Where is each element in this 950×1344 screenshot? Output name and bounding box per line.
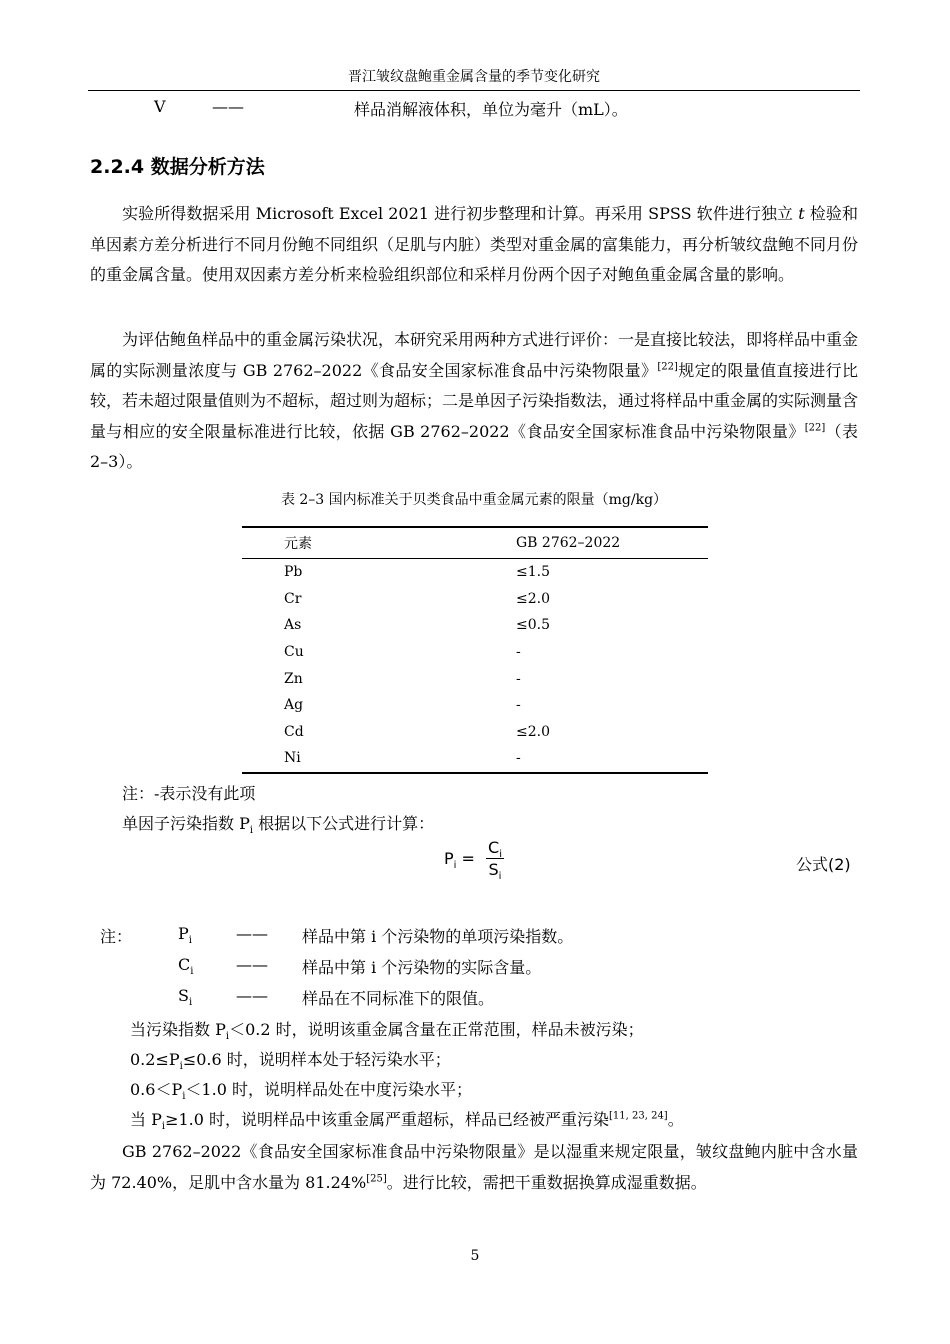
citation: [22]: [657, 361, 678, 373]
fraction-numerator: [486, 838, 504, 859]
table-row: [242, 559, 708, 586]
note-text: 样品中第 i 个污染物的单项污染指数。: [302, 927, 574, 946]
symbol-p: P: [178, 924, 189, 943]
limit-cell: -: [516, 697, 521, 714]
definition-dash: ——: [212, 97, 244, 116]
italic-t: t: [798, 204, 805, 223]
paragraph-text: 。进行比较，需把干重数据换算成湿重数据。: [386, 1172, 707, 1192]
level-text: 当污染指数 P: [130, 1020, 226, 1039]
citation: [25]: [366, 1173, 387, 1185]
symbol-p: P: [444, 849, 454, 868]
section-number: 2.2.4: [90, 156, 145, 178]
definition-symbol: V: [154, 97, 166, 116]
formula-pi: [444, 838, 504, 883]
level-text: 当 P: [130, 1110, 162, 1129]
level-text: 0.2≤P: [130, 1050, 180, 1069]
limit-cell: ≤0.5: [516, 617, 550, 634]
element-cell: As: [284, 617, 302, 634]
note-symbol: [178, 955, 194, 978]
table-row: [242, 719, 708, 746]
symbol-c: C: [178, 955, 191, 974]
subscript: i: [182, 1091, 186, 1103]
section-title: 数据分析方法: [150, 156, 265, 178]
level-text: 0.6＜P: [130, 1080, 183, 1099]
running-header: 晋江皱纹盘鲍重金属含量的季节变化研究: [348, 69, 600, 85]
table-row: [242, 692, 708, 719]
subscript: i: [498, 871, 502, 883]
paragraph-text: 为评估鲍鱼样品中的重金属污染状况，本研究采用两种方式进行评价：一是直接比较法，即将样品中重金属的实际测量浓度与 GB 2762–2022《食品安全国家标准食品中污染物限量》: [90, 330, 859, 380]
element-cell: Pb: [284, 564, 303, 581]
paragraph-text: 检验和单因素方差分析进行不同月份鲍不同组织（足肌与内脏）类型对重金属的富集能力，再分析皱纹盘鲍不同月份的重金属含量。使用双因素方差分析来检验组织部位和采样月份两个因子对鲍鱼重金属含量的影响。: [90, 204, 859, 284]
subscript: i: [188, 997, 193, 1009]
limit-cell: -: [516, 644, 521, 661]
table-row: [242, 612, 708, 639]
subscript: i: [190, 966, 194, 978]
table-header-row: [242, 527, 708, 559]
limit-table: [242, 526, 708, 774]
level-text: ≤0.6 时，说明样本处于轻污染水平；: [182, 1050, 451, 1069]
paragraph-wet-weight: [90, 1137, 858, 1198]
level-text: 。: [667, 1110, 684, 1129]
subscript: i: [179, 1061, 183, 1073]
note-text: 样品中第 i 个污染物的实际含量。: [302, 958, 542, 977]
symbol-s: S: [488, 860, 499, 879]
formula-equals: =: [456, 849, 481, 868]
symbol-s: S: [178, 986, 189, 1005]
citation: [11, 23, 24]: [609, 1110, 668, 1122]
formula-lhs: [444, 849, 457, 872]
pollution-level: [130, 1017, 644, 1043]
subscript: i: [453, 860, 457, 872]
limit-cell: -: [516, 670, 521, 687]
pollution-level: [130, 1077, 472, 1103]
element-cell: Ni: [284, 750, 301, 767]
table-note: 注：-表示没有此项: [122, 784, 256, 803]
element-cell: Cd: [284, 723, 304, 740]
formula-label: 公式(2): [796, 855, 851, 874]
pollution-level: [130, 1107, 684, 1133]
formula-intro: [122, 811, 435, 837]
formula-intro-text: 根据以下公式进行计算：: [253, 814, 435, 833]
note-dash: ——: [236, 924, 268, 943]
note-text: 样品在不同标准下的限值。: [302, 989, 495, 1008]
header-rule: [88, 90, 860, 91]
page-number: 5: [470, 1248, 480, 1264]
subscript: i: [161, 1121, 166, 1133]
column-header-standard: GB 2762–2022: [516, 535, 621, 551]
limit-cell: ≤2.0: [516, 590, 550, 607]
paragraph-text: 实验所得数据采用 Microsoft Excel 2021 进行初步整理和计算。再采用 SPSS 软件进行独立: [122, 204, 794, 223]
limit-cell: ≤1.5: [516, 564, 550, 581]
subscript: i: [225, 1031, 230, 1043]
symbol-c: C: [488, 838, 500, 857]
level-text: ＜1.0 时，说明样品处在中度污染水平；: [185, 1080, 472, 1099]
fraction-denominator: [487, 859, 504, 883]
note-symbol: [178, 986, 193, 1009]
subscript: i: [499, 849, 502, 861]
limit-cell: ≤2.0: [516, 723, 550, 740]
paragraph-text: 规定的限量值直接进行比较，若未超过限量值则为不超标，超过则为超标；二是单因子污染指数法，通过将样品中重金属的实际测量含量与相应的安全限量标准进行比较，依据 GB 2762–2022《食品安全国家标准食品中污染物限量》: [90, 360, 859, 441]
element-cell: Cr: [284, 590, 302, 607]
level-text: ≥1.0 时，说明样品中该重金属严重超标，样品已经被严重污染: [165, 1110, 610, 1129]
table-row: [242, 745, 708, 773]
element-cell: Cu: [284, 644, 304, 661]
table-caption: 表 2–3 国内标准关于贝类食品中重金属元素的限量（mg/kg）: [280, 492, 668, 508]
subscript: i: [188, 935, 192, 947]
paragraph-text: （表 2–3）。: [90, 421, 858, 471]
note-dash: ——: [236, 955, 268, 974]
paragraph-text: GB 2762–2022《食品安全国家标准食品中污染物限量》是以湿重来规定限量，皱纹盘鲍内脏中含水量为 72.40%，足肌中含水量为 81.24%: [90, 1142, 858, 1192]
pollution-level: [130, 1047, 451, 1073]
subscript: i: [249, 825, 254, 837]
table-row: [242, 586, 708, 613]
table-row: [242, 665, 708, 692]
paragraph-analysis: [90, 199, 858, 291]
note-symbol: [178, 924, 192, 947]
formula-fraction: [486, 838, 504, 883]
column-header-element: 元素: [284, 536, 312, 552]
section-heading: [90, 152, 265, 179]
note-dash: ——: [236, 986, 268, 1005]
level-text: ＜0.2 时，说明该重金属含量在正常范围，样品未被污染；: [229, 1020, 644, 1039]
citation: [22]: [804, 422, 826, 434]
paragraph-evaluation: [90, 325, 858, 478]
table-row: [242, 639, 708, 666]
definition-text: 样品消解液体积，单位为毫升（mL）。: [354, 100, 628, 119]
formula-intro-text: 单因子污染指数 P: [122, 814, 250, 833]
notes-label: 注：: [100, 927, 133, 946]
element-cell: Zn: [284, 670, 303, 687]
limit-cell: -: [516, 750, 521, 767]
element-cell: Ag: [284, 697, 304, 714]
